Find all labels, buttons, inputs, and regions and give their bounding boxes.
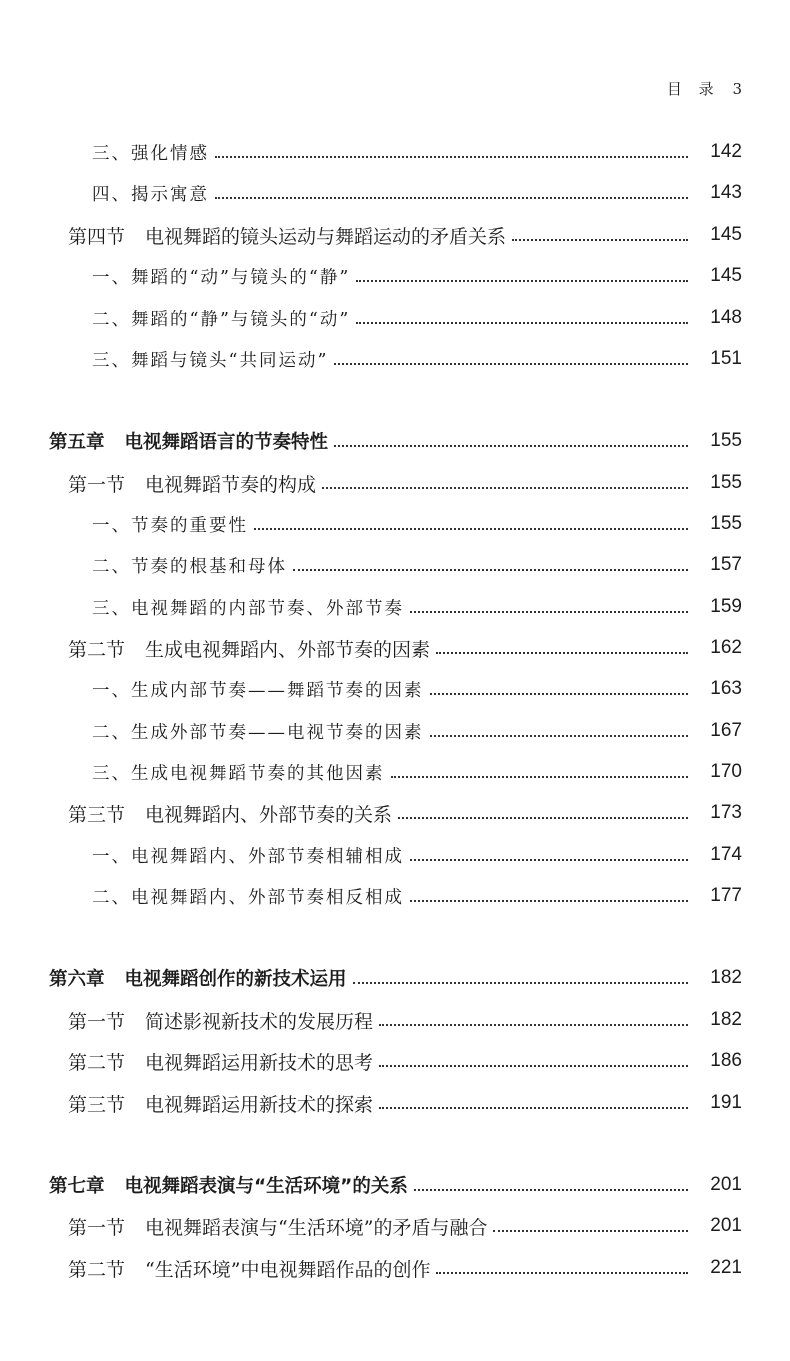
toc-entry-page-number: 157 — [710, 554, 742, 575]
toc-entry-title — [68, 222, 506, 249]
toc-entry-chapter — [0, 1169, 790, 1201]
toc-entry-sub — [0, 715, 790, 747]
toc-entry-text: 四、揭示寓意 — [92, 184, 209, 205]
toc-entry-sub — [0, 302, 790, 334]
toc-entry-title — [68, 470, 316, 497]
toc-entry-text: 电视舞蹈表演与“生活环境”的矛盾与融合 — [145, 1216, 488, 1239]
toc-entry-title — [68, 800, 392, 827]
toc-entry-page-number: 177 — [710, 885, 742, 906]
toc-entry-section — [0, 219, 790, 251]
toc-entry-text: 电视舞蹈节奏的构成 — [145, 473, 317, 496]
toc-entry-title — [68, 1255, 430, 1282]
toc-entry-title — [92, 512, 248, 537]
running-header — [667, 78, 742, 99]
toc-entry-label: 第一节 — [68, 473, 126, 496]
toc-entry-title — [68, 1048, 373, 1075]
dot-leader — [379, 1024, 688, 1026]
dot-leader — [398, 817, 688, 819]
toc-entry-text: 二、节奏的根基和母体 — [92, 556, 287, 577]
toc-entry-title — [68, 635, 430, 662]
toc-entry-page-number: 173 — [710, 802, 742, 823]
toc-entry-title — [92, 181, 209, 206]
toc-entry-title — [92, 264, 350, 289]
toc-entry-chapter — [0, 962, 790, 994]
dot-leader — [414, 1189, 688, 1191]
toc-entry-page-number: 148 — [710, 307, 742, 328]
toc-entry-text: 一、生成内部节奏——舞蹈节奏的因素 — [92, 680, 424, 701]
toc-entry-page-number: 162 — [710, 637, 742, 658]
toc-entry-sub — [0, 839, 790, 871]
toc-entry-label: 第四节 — [68, 225, 126, 248]
toc-entry-text: 一、节奏的重要性 — [92, 515, 248, 536]
toc-entry-sub — [0, 756, 790, 788]
toc-entry-label: 第二节 — [68, 1258, 126, 1281]
toc-entry-title — [92, 884, 404, 909]
toc-entry-page-number: 155 — [710, 472, 742, 493]
toc-entry-title — [92, 553, 287, 578]
toc-entry-text: 三、生成电视舞蹈节奏的其他因素 — [92, 763, 385, 784]
toc-entry-page-number: 167 — [710, 720, 742, 741]
toc-entry-title — [49, 1172, 408, 1198]
toc-entry-sub — [0, 880, 790, 912]
toc-entry-section — [0, 1087, 790, 1119]
dot-leader — [493, 1230, 688, 1232]
toc-entry-title — [68, 1007, 373, 1034]
toc-entry-page-number: 145 — [710, 224, 742, 245]
dot-leader — [353, 982, 688, 984]
toc-entry-title — [92, 347, 328, 372]
dot-leader — [512, 239, 688, 241]
dot-leader — [334, 445, 688, 447]
dot-leader — [430, 693, 689, 695]
header-title: 目 录 — [666, 80, 720, 98]
toc-entry-section — [0, 467, 790, 499]
dot-leader — [322, 487, 688, 489]
dot-leader — [436, 1272, 688, 1274]
toc-entry-title — [92, 760, 385, 785]
dot-leader — [410, 900, 688, 902]
toc-entry-section — [0, 1004, 790, 1036]
toc-entry-text: 电视舞蹈的镜头运动与舞蹈运动的矛盾关系 — [145, 225, 507, 248]
toc-entry-label: 第一节 — [68, 1010, 126, 1033]
toc-entry-page-number: 170 — [710, 761, 742, 782]
toc-entry-title — [49, 965, 347, 991]
dot-leader — [254, 528, 688, 530]
toc-entry-page-number: 201 — [710, 1174, 742, 1195]
toc-entry-text: 一、电视舞蹈内、外部节奏相辅相成 — [92, 846, 404, 867]
dot-leader — [356, 280, 688, 282]
dot-leader — [334, 363, 688, 365]
toc-entry-title — [92, 595, 404, 620]
toc-entry-sub — [0, 591, 790, 623]
toc-entry-text: 二、舞蹈的“静”与镜头的“动” — [92, 309, 351, 330]
toc-entry-title — [92, 140, 209, 165]
toc-entry-label: 第三节 — [68, 1093, 126, 1116]
toc-entry-page-number: 155 — [710, 513, 742, 534]
toc-entry-section — [0, 797, 790, 829]
toc-entry-page-number: 145 — [710, 265, 742, 286]
toc-entry-page-number: 221 — [710, 1257, 742, 1278]
dot-leader — [436, 652, 688, 654]
toc-entry-sub — [0, 673, 790, 705]
toc-entry-page-number: 182 — [710, 967, 742, 988]
toc-entry-text: “生活环境”中电视舞蹈作品的创作 — [145, 1258, 431, 1281]
toc-entry-label: 第二节 — [68, 638, 126, 661]
dot-leader — [410, 859, 688, 861]
toc-entry-text: 二、电视舞蹈内、外部节奏相反相成 — [92, 887, 404, 908]
toc-entry-page-number: 155 — [710, 430, 742, 451]
toc-entry-text: 电视舞蹈内、外部节奏的关系 — [145, 803, 393, 826]
toc-entry-chapter — [0, 425, 790, 457]
dot-leader — [379, 1065, 688, 1067]
toc-entry-label: 第三节 — [68, 803, 126, 826]
dot-leader — [379, 1107, 688, 1109]
toc-entry-title — [68, 1090, 373, 1117]
dot-leader — [430, 735, 689, 737]
toc-entry-page-number: 163 — [710, 678, 742, 699]
toc-entry-page-number: 186 — [710, 1050, 742, 1071]
dot-leader — [293, 569, 688, 571]
toc-entry-title — [92, 843, 404, 868]
toc-entry-text: 电视舞蹈运用新技术的思考 — [145, 1051, 374, 1074]
toc-entry-title — [92, 677, 424, 702]
toc-entry-text: 三、强化情感 — [92, 143, 209, 164]
toc-entry-sub — [0, 260, 790, 292]
toc-entry-sub — [0, 177, 790, 209]
toc-entry-section — [0, 1252, 790, 1284]
toc-entry-sub — [0, 549, 790, 581]
toc-entry-section — [0, 1045, 790, 1077]
toc-entry-title — [92, 306, 350, 331]
toc-entry-text: 三、电视舞蹈的内部节奏、外部节奏 — [92, 598, 404, 619]
toc-entry-text: 电视舞蹈语言的节奏特性 — [124, 432, 329, 453]
toc-entry-label: 第七章 — [49, 1176, 105, 1197]
toc-entry-section — [0, 632, 790, 664]
toc-entry-page-number: 201 — [710, 1215, 742, 1236]
toc-entry-sub — [0, 508, 790, 540]
toc-entry-text: 二、生成外部节奏——电视节奏的因素 — [92, 722, 424, 743]
toc-entry-sub — [0, 136, 790, 168]
toc-entry-page-number: 151 — [710, 348, 742, 369]
toc-entry-page-number: 191 — [710, 1092, 742, 1113]
toc-entry-title — [92, 719, 424, 744]
toc-entry-section — [0, 1210, 790, 1242]
toc-entry-text: 生成电视舞蹈内、外部节奏的因素 — [145, 638, 431, 661]
toc-entry-sub — [0, 343, 790, 375]
toc-entry-text: 简述影视新技术的发展历程 — [145, 1010, 374, 1033]
dot-leader — [356, 322, 688, 324]
toc-entry-page-number: 159 — [710, 596, 742, 617]
toc-entry-label: 第二节 — [68, 1051, 126, 1074]
toc-entry-text: 电视舞蹈创作的新技术运用 — [124, 969, 347, 990]
toc-entry-title — [68, 1213, 487, 1240]
toc-entry-page-number: 143 — [710, 182, 742, 203]
dot-leader — [215, 197, 688, 199]
toc-entry-text: 电视舞蹈表演与“生活环境”的关系 — [124, 1176, 408, 1197]
dot-leader — [215, 156, 688, 158]
toc-entry-text: 一、舞蹈的“动”与镜头的“静” — [92, 267, 351, 288]
toc-entry-text: 电视舞蹈运用新技术的探索 — [145, 1093, 374, 1116]
toc-entry-title — [49, 428, 328, 454]
toc-entry-page-number: 182 — [710, 1009, 742, 1030]
toc-entry-page-number: 142 — [710, 141, 742, 162]
toc-entry-label: 第六章 — [49, 969, 105, 990]
toc-entry-page-number: 174 — [710, 844, 742, 865]
header-page-number: 3 — [732, 80, 742, 98]
toc-entry-label: 第五章 — [49, 432, 105, 453]
toc-entry-text: 三、舞蹈与镜头“共同运动” — [92, 350, 329, 371]
toc-entry-label: 第一节 — [68, 1216, 126, 1239]
dot-leader — [391, 776, 689, 778]
dot-leader — [410, 611, 688, 613]
